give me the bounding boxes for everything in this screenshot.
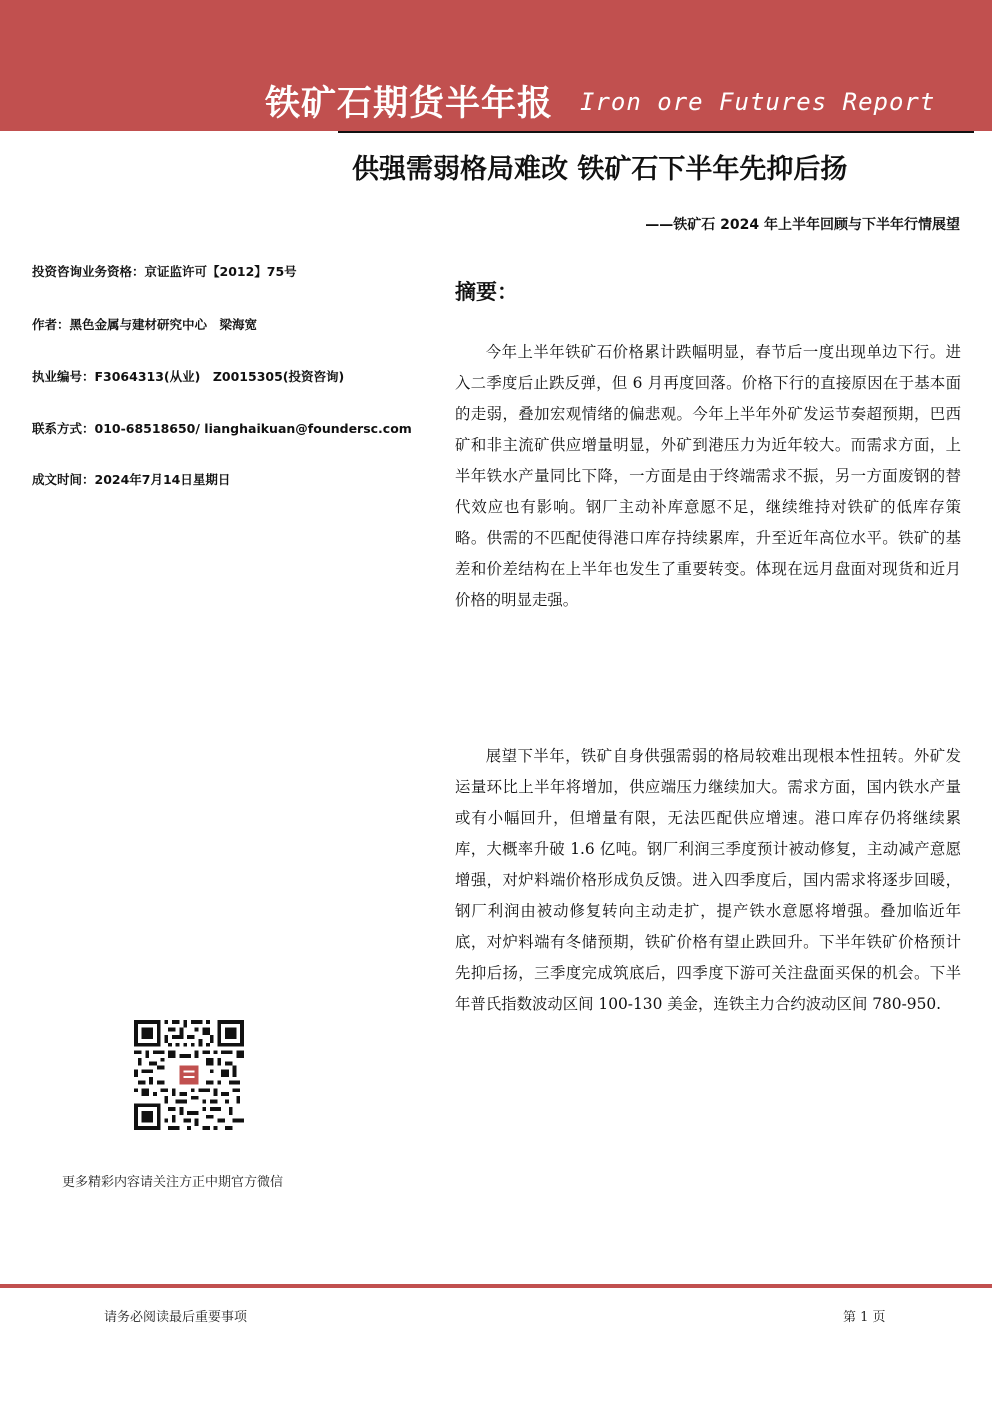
- report-subtitle: ——铁矿石 2024 年上半年回顾与下半年行情展望: [645, 217, 960, 233]
- wechat-qr-code-icon: [134, 1020, 244, 1130]
- report-title: 供强需弱格局难改 铁矿石下半年先抑后扬: [352, 154, 848, 185]
- report-series-title: 铁矿石期货半年报: [265, 84, 554, 124]
- header-banner: [0, 0, 992, 131]
- footer-divider: [0, 1284, 992, 1288]
- summary-heading: 摘要：: [455, 280, 518, 304]
- footer-notice: 请务必阅读最后重要事项: [104, 1310, 248, 1325]
- summary-paragraph-2: 展望下半年，铁矿自身供强需弱的格局较难出现根本性扭转。外矿发运量环比上半年将增加，供应端压力继续加大。需求方面，国内铁水产量或有小幅回升，但增量有限，无法匹配供应增速。港口库存仍将继续累库，大概率升破 1.6 亿吨。钢厂利润三季度预计被动修复，主动减产意愿增强，对炉料端价格形成负反馈。进入四季度后，国内需求将逐步回暖，钢厂利润由被动修复转向主动走扩，提产铁水意愿将增强。叠加临近年底，对炉料端有冬储预期，铁矿价格有望止跌回升。下半年铁矿价格预计先抑后扬，三季度完成筑底后，四季度下游可关注盘面买保的机会。下半年普氏指数波动区间 100-130 美金，连铁主力合约波动区间 780-950.: [455, 747, 961, 1013]
- cert-number-line: 执业编号：F3064313(从业) Z0015305(投资咨询): [32, 369, 345, 384]
- date-line: 成文时间：2024年7月14日星期日: [32, 472, 231, 487]
- qr-caption: 更多精彩内容请关注方正中期官方微信: [62, 1175, 284, 1190]
- header-divider: [338, 131, 974, 133]
- page-number: 第 1 页: [843, 1310, 886, 1325]
- report-series-title-en: Iron ore Futures Report: [580, 88, 936, 116]
- summary-paragraph-1: 今年上半年铁矿石价格累计跌幅明显，春节后一度出现单边下行。进入二季度后止跌反弹，但 6 月再度回落。价格下行的直接原因在于基本面的走弱，叠加宏观情绪的偏悲观。今年上半年外矿发运节奏超预期，巴西矿和非主流矿供应增量明显，外矿到港压力为近年较大。而需求方面，上半年铁水产量同比下降，一方面是由于终端需求不振，另一方面废钢的替代效应也有影响。钢厂主动补库意愿不足，继续维持对铁矿的低库存策略。供需的不匹配使得港口库存持续累库，升至近年高位水平。铁矿的基差和价差结构在上半年也发生了重要转变。体现在远月盘面对现货和近月价格的明显走强。: [455, 343, 961, 609]
- license-line: 投资咨询业务资格：京证监许可【2012】75号: [32, 264, 297, 279]
- author-line: 作者：黑色金属与建材研究中心 梁海宽: [32, 317, 258, 332]
- contact-line: 联系方式：010-68518650/ lianghaikuan@foundersc.com: [32, 421, 412, 436]
